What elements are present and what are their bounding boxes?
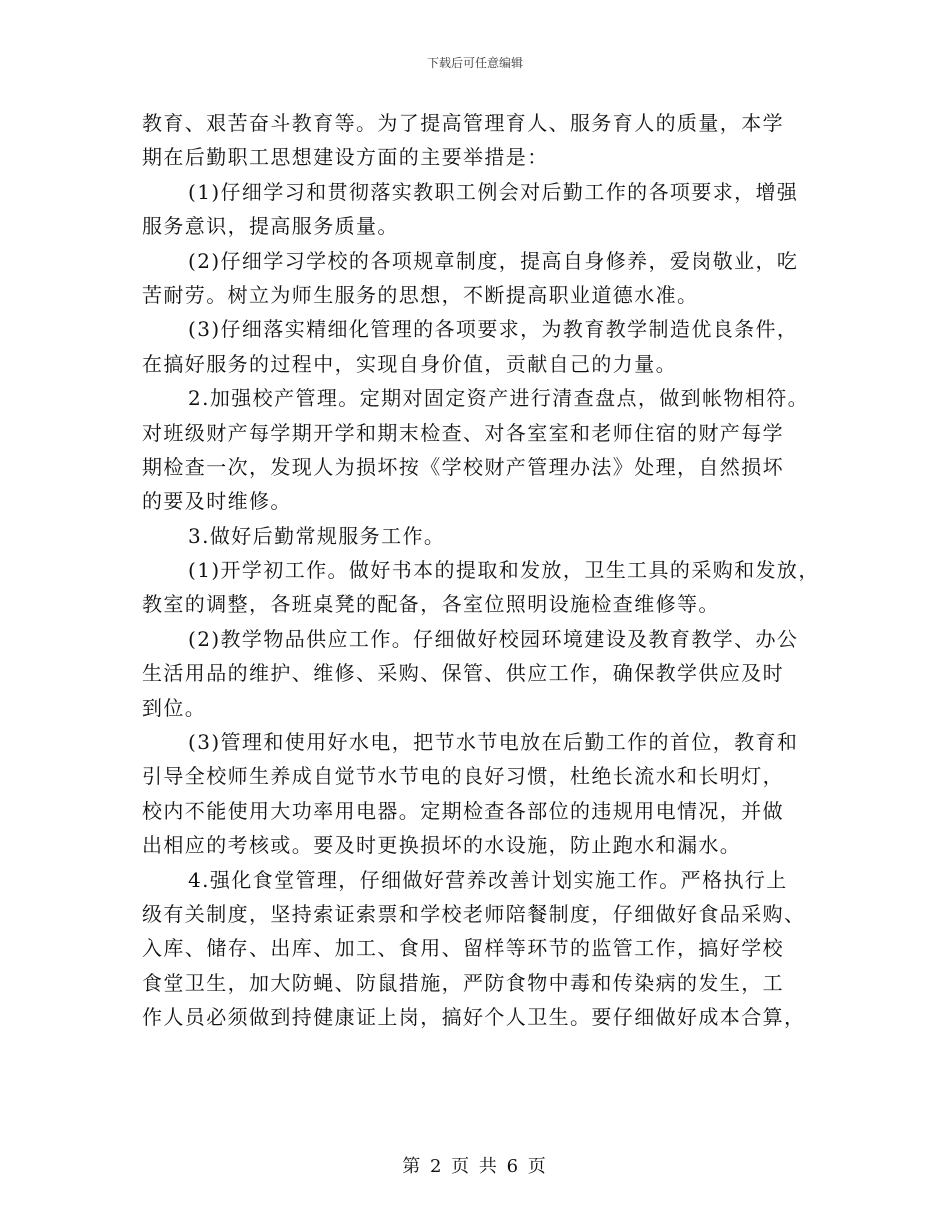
text-line: 期在后勤职工思想建设方面的主要举措是：	[142, 145, 549, 170]
text-line: 引导全校师生养成自觉节水节电的良好习惯，杜绝长流水和长明灯，	[142, 764, 784, 789]
text-line: 2.加强校产管理。定期对固定资产进行清查盘点，做到帐物相符。	[188, 386, 810, 411]
text-line: 3.做好后勤常规服务工作。	[188, 523, 446, 548]
text-line: (1)仔细学习和贯彻落实教职工例会对后勤工作的各项要求，增强	[188, 179, 799, 204]
text-line: 级有关制度，坚持索证索票和学校老师陪餐制度，仔细做好食品采购、	[142, 901, 806, 926]
text-line: (2)教学物品供应工作。仔细做好校园环境建设及教育教学、办公	[188, 626, 799, 651]
text-line: (1)开学初工作。做好书本的提取和发放，卫生工具的采购和发放，	[188, 558, 820, 583]
text-line: 生活用品的维护、维修、采购、保管、供应工作，确保教学供应及时	[142, 661, 784, 686]
text-line: 出相应的考核或。要及时更换损坏的水设施，防止跑水和漏水。	[142, 833, 742, 858]
text-line: 教育、艰苦奋斗教育等。为了提高管理育人、服务育人的质量，本学	[142, 111, 784, 135]
text-line: 食堂卫生，加大防蝇、防鼠措施，严防食物中毒和传染病的发生，工	[142, 970, 784, 995]
text-line: (3)仔细落实精细化管理的各项要求，为教育教学制造优良条件，	[188, 317, 799, 342]
text-line: 对班级财产每学期开学和期末检查、对各室室和老师住宿的财产每学	[142, 420, 784, 445]
text-line: (2)仔细学习学校的各项规章制度，提高自身修养，爱岗敬业，吃	[188, 248, 799, 273]
text-line: 苦耐劳。树立为师生服务的思想，不断提高职业道德水准。	[142, 282, 699, 307]
text-line: 的要及时维修。	[142, 489, 292, 514]
text-line: 入库、储存、出库、加工、食用、留样等环节的监管工作，搞好学校	[142, 936, 784, 961]
text-line: 作人员必须做到持健康证上岗，搞好个人卫生。要仔细做好成本合算，	[142, 1005, 806, 1030]
text-line: 在搞好服务的过程中，实现自身价值，贡献自己的力量。	[142, 351, 677, 376]
text-line: (3)管理和使用好水电，把节水节电放在后勤工作的首位，教育和	[188, 730, 799, 755]
page-header: 下载后可任意编辑	[426, 56, 523, 70]
text-line: 到位。	[142, 695, 207, 720]
text-line: 教室的调整，各班桌凳的配备，各室位照明设施检查维修等。	[142, 592, 720, 617]
text-line: 期检查一次，发现人为损坏按《学校财产管理办法》处理，自然损坏	[142, 454, 784, 479]
text-line: 校内不能使用大功率用电器。定期检查各部位的违规用电情况，并做	[142, 798, 784, 823]
text-line: 服务意识，提高服务质量。	[142, 214, 399, 239]
document-body	[142, 106, 832, 1035]
page-footer: 第 2 页 共 6 页	[402, 1156, 548, 1177]
text-line: 4.强化食堂管理，仔细做好营养改善计划实施工作。严格执行上	[188, 867, 788, 892]
